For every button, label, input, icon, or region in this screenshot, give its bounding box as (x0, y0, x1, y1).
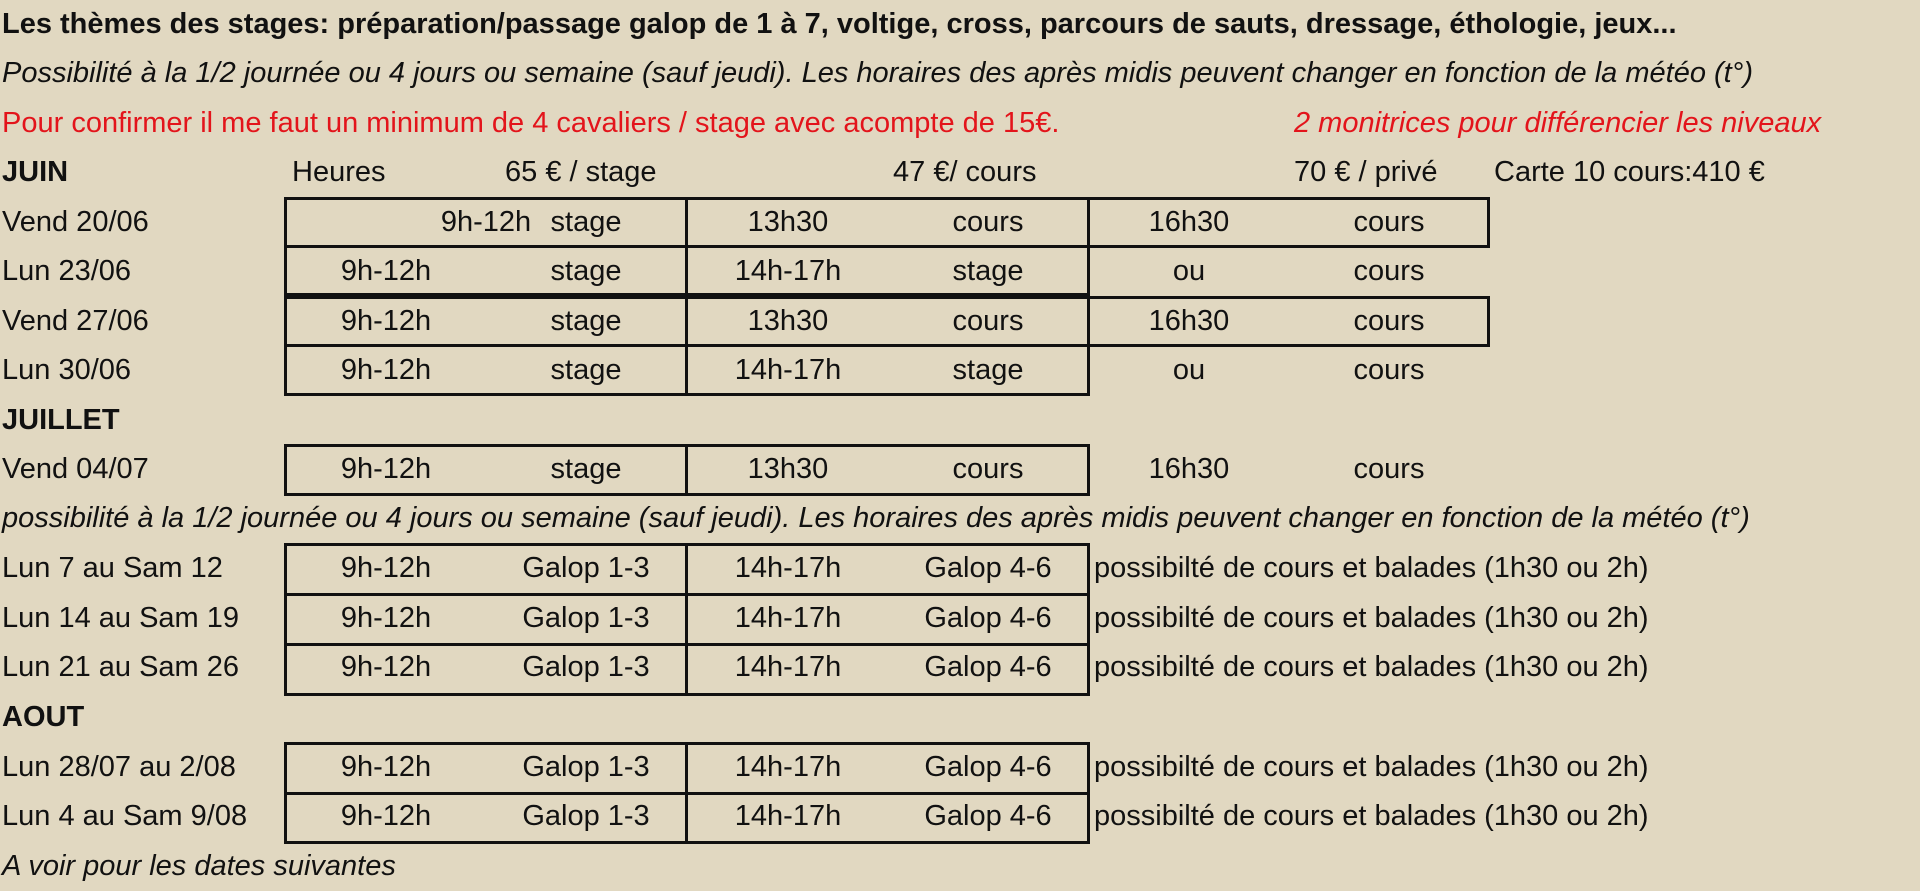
row-morning-type: stage (550, 255, 622, 287)
row-afternoon-level: Galop 4-6 (924, 552, 1052, 584)
row-late-type: cours (1353, 305, 1425, 337)
row-day: Lun 14 au Sam 19 (2, 602, 240, 634)
row-morning-hours: 9h-12h (340, 305, 432, 337)
row-late-hours: ou (1172, 255, 1206, 287)
notice-instructors: 2 monitrices pour différencier les niveaux (1294, 107, 1822, 139)
row-morning-hours: 9h-12h (440, 206, 532, 238)
row-morning-hours: 9h-12h (340, 552, 432, 584)
row-morning-hours: 9h-12h (340, 651, 432, 683)
row-morning-hours: 9h-12h (340, 800, 432, 832)
row-morning-level: Galop 1-3 (522, 800, 650, 832)
row-morning-level: Galop 1-3 (522, 751, 650, 783)
row-afternoon-type: cours (952, 206, 1024, 238)
row-morning-hours: 9h-12h (340, 453, 432, 485)
row-afternoon-hours: 14h-17h (734, 354, 842, 386)
row-morning-hours: 9h-12h (340, 255, 432, 287)
price-cours: 47 €/ cours (893, 156, 1037, 188)
row-day: Vend 27/06 (2, 305, 149, 337)
row-day: Vend 04/07 (2, 453, 149, 485)
row-late-hours: 16h30 (1148, 305, 1230, 337)
row-afternoon-hours: 14h-17h (734, 552, 842, 584)
row-morning-level: Galop 1-3 (522, 602, 650, 634)
row-afternoon-level: Galop 4-6 (924, 751, 1052, 783)
row-day: Lun 21 au Sam 26 (2, 651, 240, 683)
row-morning-type: stage (550, 206, 622, 238)
subtitle-note: Possibilité à la 1/2 journée ou 4 jours ou semaine (sauf jeudi). Les horaires des après midis peuvent changer en fonction de la météo (t°) (2, 57, 1753, 89)
column-heures: Heures (292, 156, 386, 188)
row-extra-note: possibilté de cours et balades (1h30 ou 2h) (1094, 800, 1649, 832)
row-morning-type: stage (550, 305, 622, 337)
row-late-type: cours (1353, 354, 1425, 386)
row-late-type: cours (1353, 206, 1425, 238)
row-afternoon-hours: 14h-17h (734, 751, 842, 783)
row-afternoon-hours: 14h-17h (734, 800, 842, 832)
price-stage: 65 € / stage (505, 156, 657, 188)
row-late-hours: 16h30 (1148, 453, 1230, 485)
month-heading-aout: AOUT (2, 701, 85, 733)
row-afternoon-hours: 13h30 (747, 305, 829, 337)
row-extra-note: possibilté de cours et balades (1h30 ou 2h) (1094, 651, 1649, 683)
price-prive: 70 € / privé (1294, 156, 1438, 188)
month-heading-juillet: JUILLET (2, 404, 120, 436)
row-afternoon-hours: 13h30 (747, 453, 829, 485)
row-afternoon-hours: 14h-17h (734, 651, 842, 683)
row-late-type: cours (1353, 453, 1425, 485)
row-day: Lun 30/06 (2, 354, 132, 386)
row-day: Lun 23/06 (2, 255, 132, 287)
row-afternoon-hours: 14h-17h (734, 255, 842, 287)
row-afternoon-level: Galop 4-6 (924, 602, 1052, 634)
card-10-cours: Carte 10 cours:410 € (1494, 156, 1765, 188)
notice-minimum-riders: Pour confirmer il me faut un minimum de 4 cavaliers / stage avec acompte de 15€. (2, 107, 1060, 139)
row-afternoon-type: stage (952, 255, 1024, 287)
juillet-note: possibilité à la 1/2 journée ou 4 jours ou semaine (sauf jeudi). Les horaires des après midis peuvent changer en fonction de la météo (t°) (2, 502, 1750, 534)
footer-note: A voir pour les dates suivantes (2, 850, 396, 882)
row-extra-note: possibilté de cours et balades (1h30 ou 2h) (1094, 552, 1649, 584)
row-morning-hours: 9h-12h (340, 751, 432, 783)
row-extra-note: possibilté de cours et balades (1h30 ou 2h) (1094, 602, 1649, 634)
row-day: Lun 4 au Sam 9/08 (2, 800, 248, 832)
row-morning-type: stage (550, 354, 622, 386)
page-title: Les thèmes des stages: préparation/passage galop de 1 à 7, voltige, cross, parcours de sauts, dressage, éthologie, jeux... (2, 8, 1677, 40)
row-afternoon-type: stage (952, 354, 1024, 386)
row-day: Lun 7 au Sam 12 (2, 552, 223, 584)
row-afternoon-level: Galop 4-6 (924, 800, 1052, 832)
row-day: Lun 28/07 au 2/08 (2, 751, 236, 783)
row-late-hours: ou (1172, 354, 1206, 386)
row-afternoon-level: Galop 4-6 (924, 651, 1052, 683)
row-afternoon-type: cours (952, 305, 1024, 337)
row-afternoon-hours: 13h30 (747, 206, 829, 238)
month-heading-juin: JUIN (2, 156, 69, 188)
row-afternoon-hours: 14h-17h (734, 602, 842, 634)
row-morning-hours: 9h-12h (340, 602, 432, 634)
row-late-type: cours (1353, 255, 1425, 287)
row-morning-level: Galop 1-3 (522, 552, 650, 584)
row-morning-hours: 9h-12h (340, 354, 432, 386)
row-morning-type: stage (550, 453, 622, 485)
row-late-hours: 16h30 (1148, 206, 1230, 238)
row-day: Vend 20/06 (2, 206, 149, 238)
row-afternoon-type: cours (952, 453, 1024, 485)
row-morning-level: Galop 1-3 (522, 651, 650, 683)
row-extra-note: possibilté de cours et balades (1h30 ou 2h) (1094, 751, 1649, 783)
